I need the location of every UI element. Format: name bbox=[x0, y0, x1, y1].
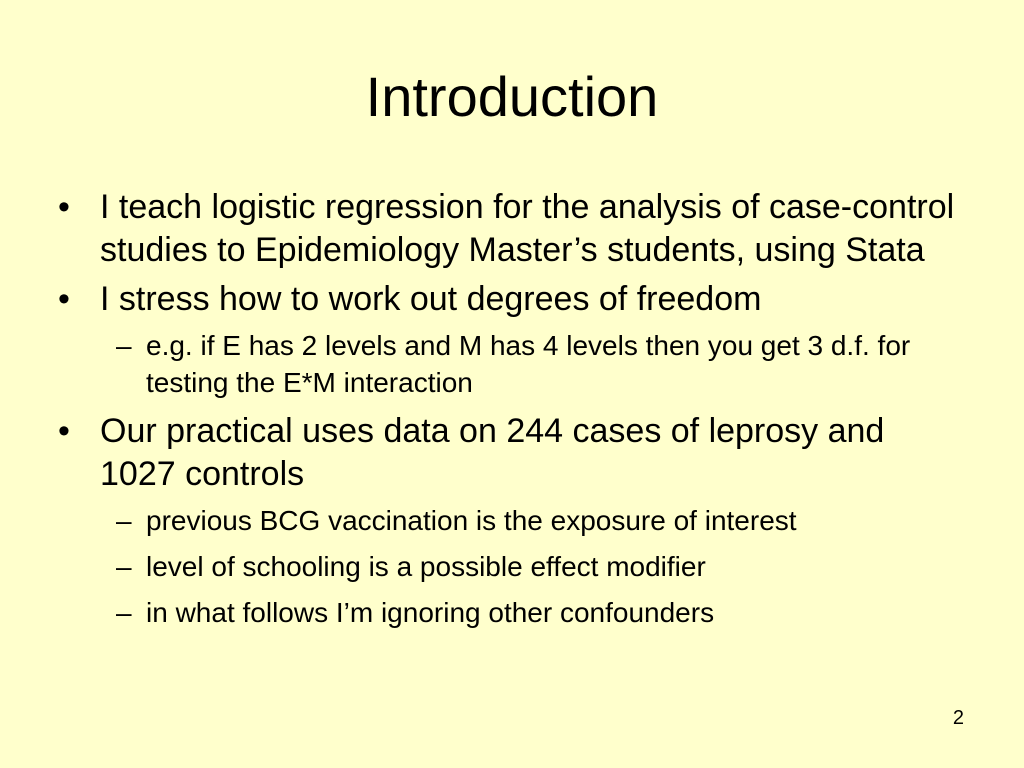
sub-bullet-text: level of schooling is a possible effect modifier bbox=[146, 551, 706, 582]
bullet-item bbox=[58, 410, 958, 496]
bullet-marker: • bbox=[58, 280, 70, 318]
bullet-text: I teach logistic regression for the analysis of case-control studies to Epidemiology Master’s students, using Stata bbox=[100, 188, 955, 269]
bullet-item bbox=[58, 278, 958, 321]
sub-bullet-text: e.g. if E has 2 levels and M has 4 levels then you get 3 d.f. for testing the E*M interaction bbox=[146, 330, 911, 398]
sub-bullet-marker: – bbox=[116, 597, 132, 628]
bullet-item bbox=[58, 186, 958, 272]
bullet-text: Our practical uses data on 244 cases of leprosy and 1027 controls bbox=[100, 412, 885, 493]
sub-bullet-item bbox=[116, 502, 958, 539]
sub-bullet-marker: – bbox=[116, 330, 132, 361]
sub-bullet-item bbox=[116, 594, 958, 631]
sub-bullet-text: previous BCG vaccination is the exposure of interest bbox=[146, 505, 797, 536]
bullet-list bbox=[58, 186, 958, 640]
page-number: 2 bbox=[952, 707, 964, 729]
sub-bullet-item bbox=[116, 327, 958, 401]
sub-bullet-item bbox=[116, 548, 958, 585]
slide-title: Introduction bbox=[365, 65, 659, 128]
bullet-text: I stress how to work out degrees of freedom bbox=[100, 280, 762, 318]
sub-bullet-marker: – bbox=[116, 505, 132, 536]
bullet-marker: • bbox=[58, 412, 70, 450]
sub-bullet-text: in what follows I’m ignoring other confounders bbox=[146, 597, 715, 628]
bullet-marker: • bbox=[58, 188, 70, 226]
sub-bullet-marker: – bbox=[116, 551, 132, 582]
